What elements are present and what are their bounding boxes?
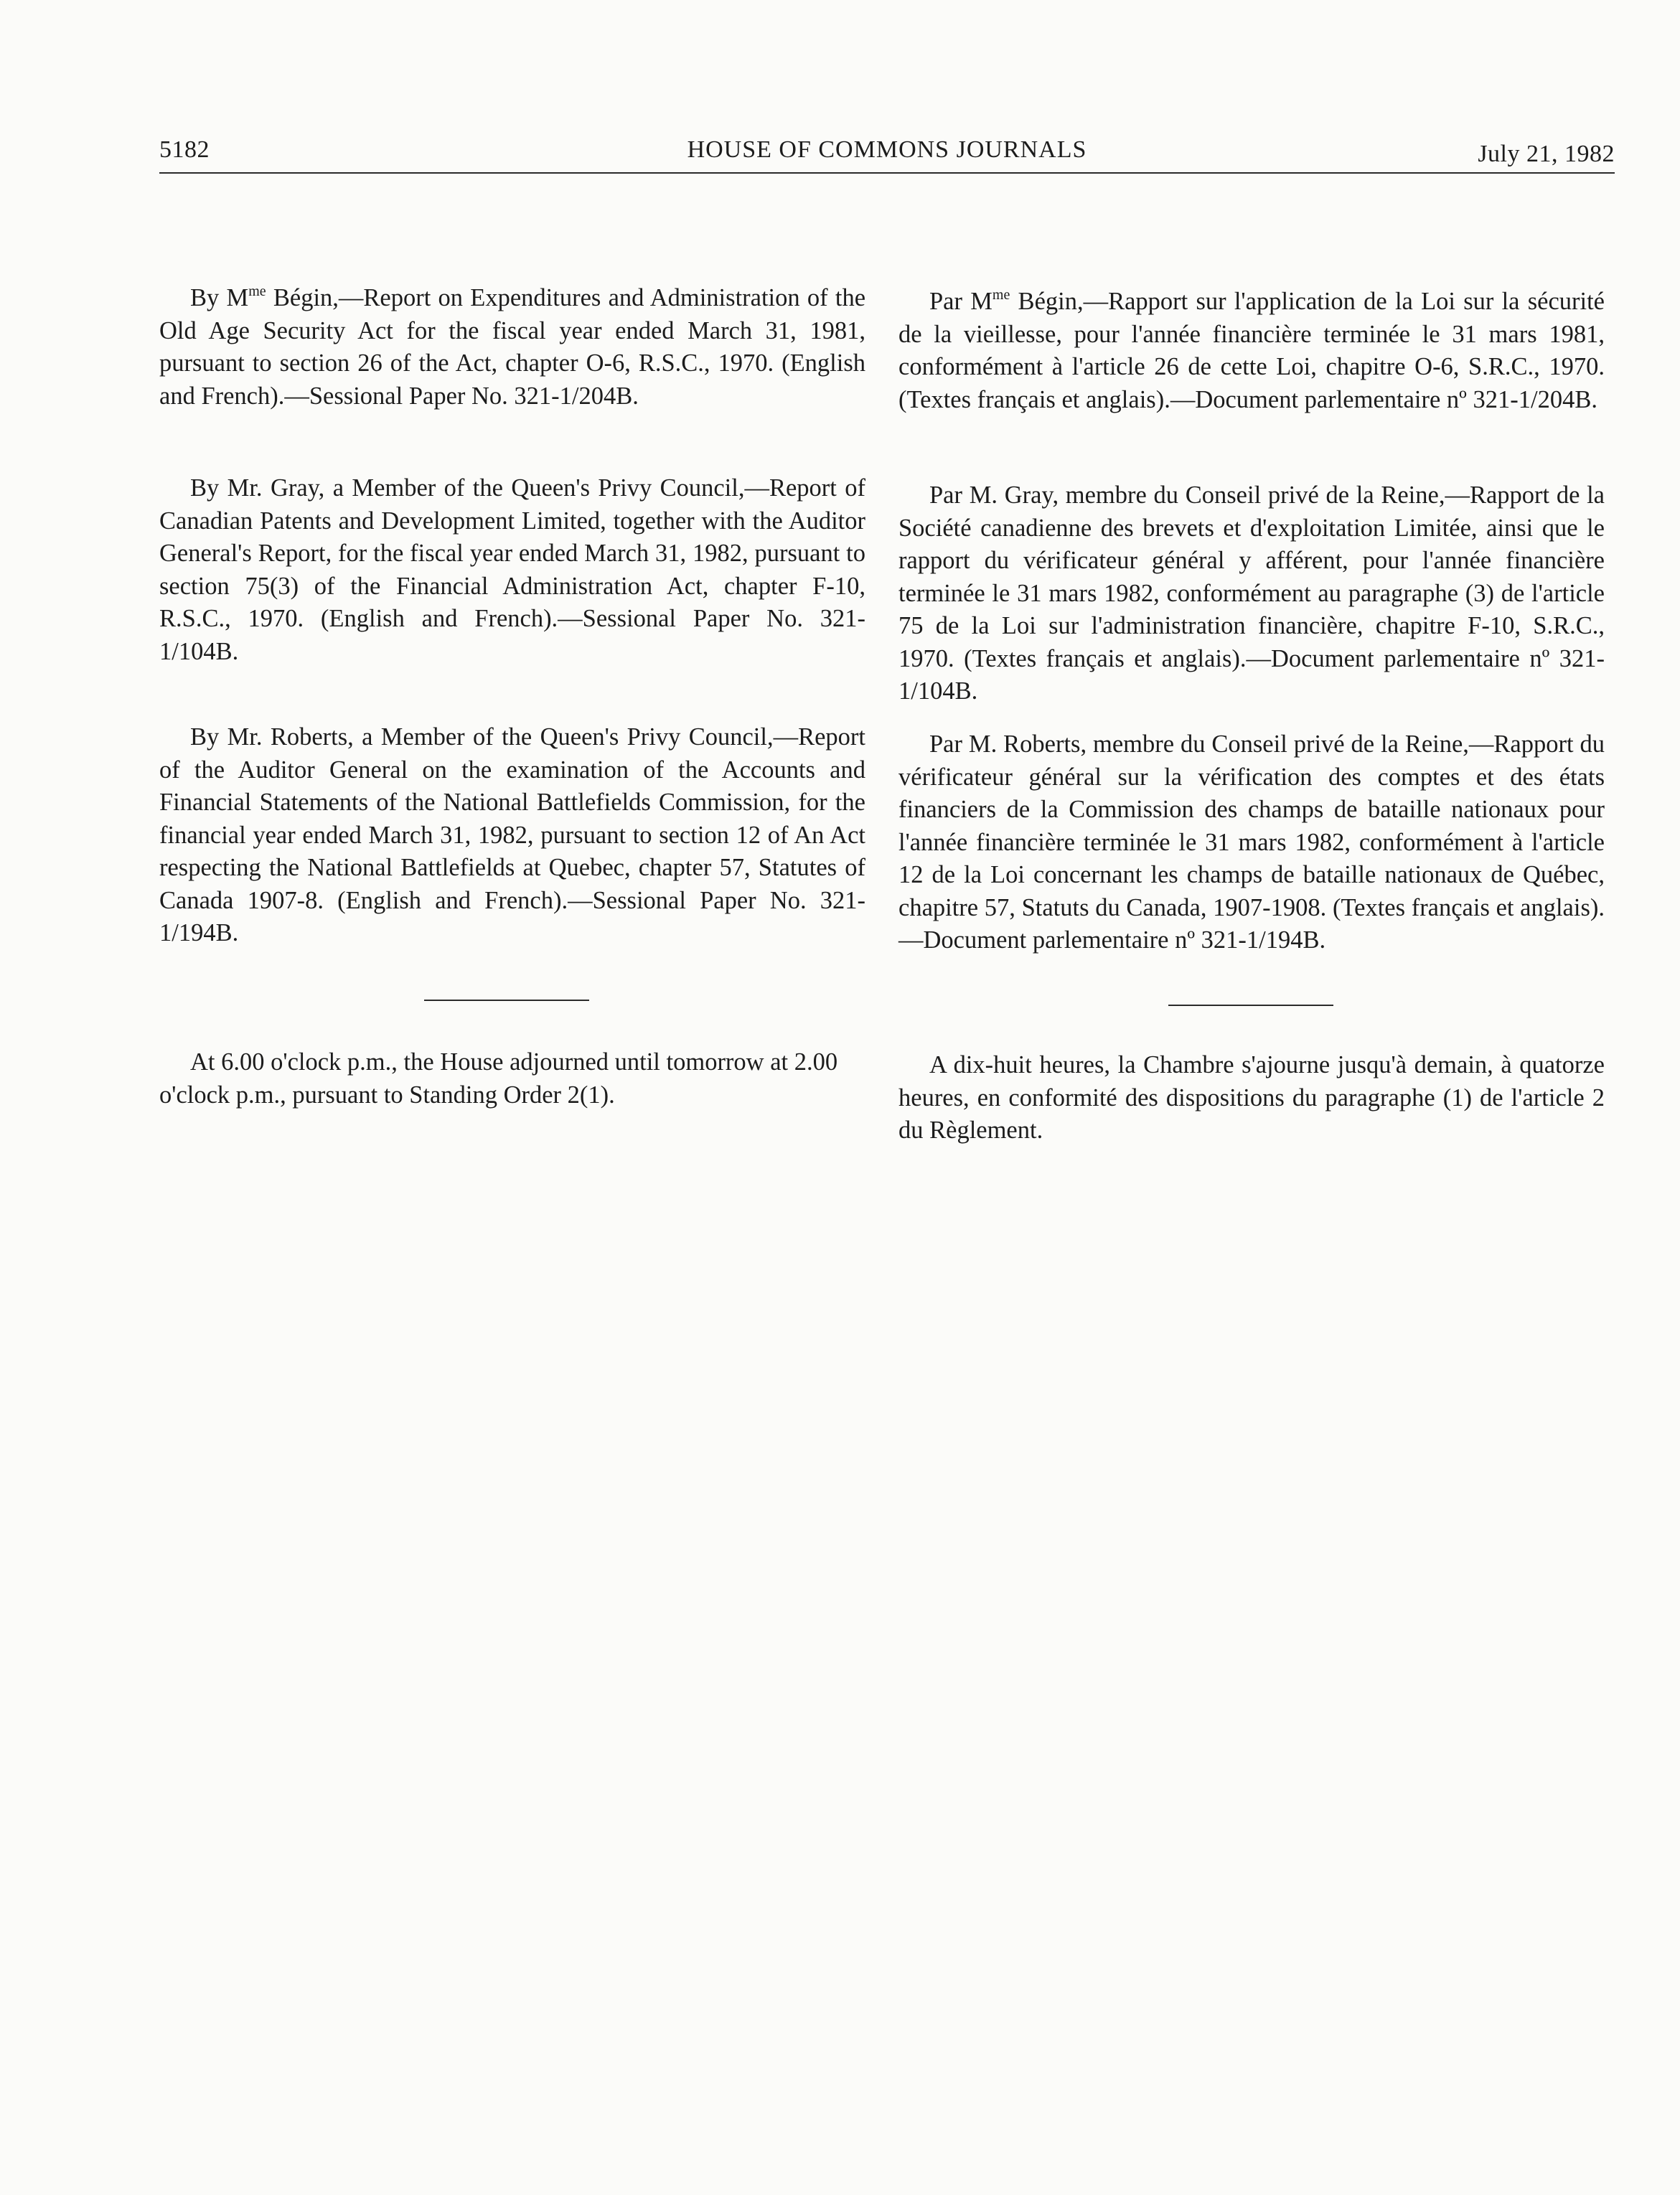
english-paragraph-adjournment: At 6.00 o'clock p.m., the House adjourned until tomorrow at 2.00 o'clock p.m., pursuant to Standing Order 2(1). — [159, 1048, 838, 1109]
english-paragraph-gray: By Mr. Gray, a Member of the Queen's Privy Council,—Report of Canadian Patents and Development Limited, together with the Auditor General's Report, for the fiscal year ended March 31, 1982, pursuant to section 75(3) of the Financial Administration Act, chapter F-10, R.S.C., 1970. (English and French).—Sessional Paper No. 321-1/104B. — [159, 474, 865, 665]
french-begin-prefix: Par M — [929, 288, 992, 315]
french-paragraph-roberts: Par M. Roberts, membre du Conseil privé de la Reine,—Rapport du vérificateur général sur la vérification des comptes et des états financiers de la Commission des champs de bataille nationaux pour l'année financière terminée le 31 mars 1982, conformément à l'article 12 de la Loi concernant les champs de bataille nationaux de Québec, chapitre 57, Statuts du Canada, 1907-1908. (Textes français et anglais).—Document parlementaire nº 321-1/194B. — [898, 730, 1605, 954]
journal-title: HOUSE OF COMMONS JOURNALS — [687, 136, 1087, 163]
french-paragraph-gray: Par M. Gray, membre du Conseil privé de la Reine,—Rapport de la Société canadienne des brevets et d'exploitation Limitée, ainsi que le rapport du vérificateur général y afférent, pour l'année financière terminée le 31 mars 1982, conformément au paragraphe (3) de l'article 75 de la Loi sur l'administration financière, chapitre F-10, S.R.C., 1970. (Textes français et anglais).—Document parlementaire nº 321-1/104B. — [898, 481, 1605, 705]
french-section-divider — [1168, 1005, 1333, 1006]
english-paragraph-roberts: By Mr. Roberts, a Member of the Queen's Privy Council,—Report of the Auditor General on the examination of the Accounts and Financial Statements of the National Battlefields Commission, for the financial year ended March 31, 1982, pursuant to section 12 of An Act respecting the National Battlefields at Quebec, chapter 57, Statutes of Canada 1907-8. (English and French).—Sessional Paper No. 321-1/194B. — [159, 723, 865, 946]
page-date: July 21, 1982 — [1478, 141, 1615, 167]
english-begin-text: Bégin,—Report on Expenditures and Administration of the Old Age Security Act for the fiscal year ended March 31, 1981, pursuant to section 26 of the Act, chapter O-6, R.S.C., 1970. (English and French).—Sessional Paper No. 321-1/204B. — [159, 284, 866, 410]
page-header — [159, 136, 1615, 177]
page-number: 5182 — [159, 136, 210, 163]
french-paragraph-adjournment: A dix-huit heures, la Chambre s'ajourne jusqu'à demain, à quatorze heures, en conformité des dispositions du paragraphe (1) de l'article 2 du Règlement. — [898, 1051, 1605, 1144]
english-begin-superscript: me — [248, 283, 266, 299]
english-section-divider — [424, 1000, 589, 1001]
header-rule — [159, 172, 1615, 174]
french-paragraph-begin — [898, 286, 1605, 416]
english-begin-prefix: By M — [190, 284, 249, 311]
english-paragraph-begin — [159, 282, 865, 413]
french-begin-superscript: me — [992, 287, 1010, 303]
french-begin-text: Bégin,—Rapport sur l'application de la Loi sur la sécurité de la vieillesse, pour l'année financière terminée le 31 mars 1981, conformément à l'article 26 de cette Loi, chapitre O-6, S.R.C., 1970. (Textes français et anglais).—Document parlementaire nº 321-1/204B. — [898, 288, 1605, 413]
